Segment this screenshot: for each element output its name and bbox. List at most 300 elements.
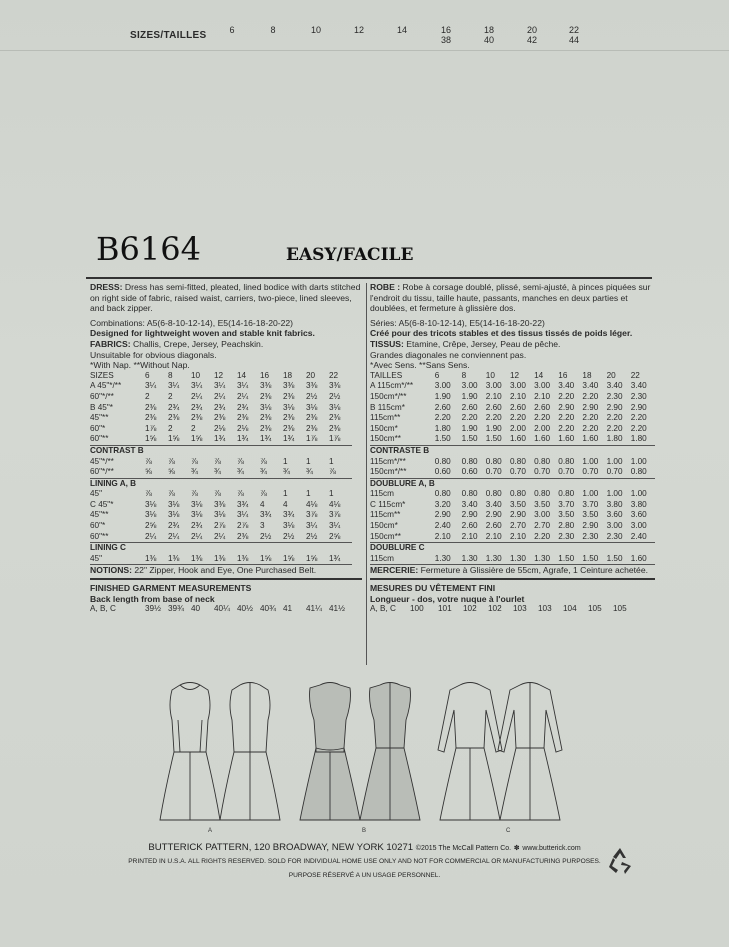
table-cell: ⅞: [237, 456, 244, 466]
table-cell: 3.40: [582, 381, 599, 391]
table-cell: 2⅞: [237, 521, 249, 531]
table-cell: 60"*/**: [90, 467, 114, 477]
table-cell: [582, 445, 606, 456]
table-cell: 2.20: [434, 413, 451, 423]
table-cell: 0.70: [606, 467, 623, 477]
table-cell: 2.90: [606, 402, 623, 412]
table-cell: 0.80: [434, 456, 451, 466]
view-a-back-drawing: [220, 683, 280, 821]
table-row: [90, 424, 352, 435]
table-cell: 2.60: [485, 521, 502, 531]
measurement-cell: 105: [613, 604, 627, 614]
table-cell: 2.30: [582, 531, 599, 541]
table-cell: 1¾: [329, 553, 341, 563]
table-cell: 3.00: [606, 521, 623, 531]
table-cell: 3.50: [534, 499, 551, 509]
view-c-front-drawing: [438, 683, 502, 821]
robe-description: Robe à corsage doublé, plissé, semi-ajusté, à pinces piquées sur l'endroit du tissu, taille haute, passants, manches en deux parties et doublées, et fermeture à glissière dos.: [370, 282, 651, 314]
table-cell: [214, 445, 237, 456]
table-cell: 2.10: [434, 531, 451, 541]
table-cell: 2.20: [630, 423, 647, 433]
measurement-cell: 105: [588, 604, 602, 614]
table-cell: 3.40: [461, 499, 478, 509]
table-cell: 1: [306, 489, 311, 499]
dress-description: Dress has semi-fitted, pleated, lined bodice with darts stitched on right side of fabric, raised waist, carriers, two-piece, lined sleeves, and back zipper.: [90, 282, 361, 314]
table-cell: 4: [260, 499, 265, 509]
notions-label: NOTIONS:: [90, 565, 133, 576]
measurement-cell: 41¼: [306, 604, 322, 614]
table-cell: 2.20: [582, 423, 599, 433]
table-cell: [191, 445, 214, 456]
fabrics-label: FABRICS:: [90, 338, 131, 349]
table-row: [370, 434, 655, 445]
table-cell: ¾: [283, 467, 290, 477]
table-cell: 3.20: [434, 499, 451, 509]
table-cell: 2⅜: [283, 423, 295, 433]
table-cell: ⅞: [214, 489, 221, 499]
table-cell: 2½: [329, 391, 341, 401]
table-cell: ¾: [237, 467, 244, 477]
table-cell: 2.20: [606, 413, 623, 423]
table-row: [90, 434, 352, 445]
size-col-14: 14: [396, 25, 407, 35]
back-length-label: Back length from base of neck: [90, 593, 215, 604]
table-cell: 2.20: [558, 413, 575, 423]
table-cell: 2⅜: [237, 413, 249, 423]
table-cell: 2.90: [434, 510, 451, 520]
table-cell: 1.30: [509, 553, 526, 563]
table-cell: 3.80: [606, 499, 623, 509]
table-cell: 3⅛: [168, 499, 180, 509]
table-cell: TAILLES: [370, 370, 403, 380]
nap-note: *With Nap. **Without Nap.: [90, 360, 190, 371]
table-cell: 150cm*: [370, 521, 398, 531]
table-cell: 3.80: [630, 499, 647, 509]
table-cell: [510, 543, 534, 554]
table-cell: 1: [283, 456, 288, 466]
table-cell: 2.10: [534, 391, 551, 401]
table-cell: 1⅝: [168, 434, 180, 444]
table-row: [370, 381, 655, 392]
unsuitable-note: Unsuitable for obvious diagonals.: [90, 349, 217, 360]
table-cell: B 45"*: [90, 402, 113, 412]
table-cell: 22: [630, 370, 640, 380]
table-cell: 3⅛: [168, 510, 180, 520]
measurement-cell: 39¾: [168, 604, 184, 614]
table-cell: 3: [260, 521, 265, 531]
table-cell: C 45"*: [90, 499, 114, 509]
table-cell: [237, 543, 260, 554]
table-row: [90, 489, 352, 500]
table-row: [90, 478, 352, 489]
table-cell: 3⅛: [283, 521, 295, 531]
table-cell: 3⅜: [260, 381, 272, 391]
table-cell: 3.00: [434, 381, 451, 391]
table-cell: [631, 445, 655, 456]
table-cell: [214, 478, 237, 489]
table-cell: 0.80: [534, 489, 551, 499]
table-cell: [607, 445, 631, 456]
table-cell: 3⅛: [191, 510, 203, 520]
table-cell: 1¾: [283, 434, 295, 444]
table-cell: 0.80: [485, 456, 502, 466]
table-cell: 0.80: [461, 456, 478, 466]
table-cell: [237, 478, 260, 489]
table-cell: 22: [329, 370, 339, 380]
table-cell: 3¼: [168, 381, 180, 391]
table-cell: 2⅜: [237, 531, 249, 541]
table-cell: 150cm*: [370, 423, 398, 433]
table-cell: [435, 478, 462, 489]
table-cell: 2.70: [509, 521, 526, 531]
table-cell: 0.70: [509, 467, 526, 477]
table-cell: [168, 478, 191, 489]
top-divider: [0, 50, 729, 51]
table-cell: 3⅛: [145, 499, 157, 509]
table-cell: 150cm**: [370, 531, 401, 541]
size-col-12: 12: [353, 25, 364, 35]
table-cell: LINING A, B: [90, 478, 137, 488]
table-cell: 2.60: [461, 402, 478, 412]
table-cell: 1⅝: [306, 553, 318, 563]
table-row: [370, 424, 655, 435]
size-col-18: 18 40: [483, 25, 494, 45]
table-cell: ⅝: [168, 467, 175, 477]
table-cell: 20: [306, 370, 316, 380]
table-cell: 45"**: [90, 413, 109, 423]
table-cell: 2.20: [534, 413, 551, 423]
table-row: [370, 500, 655, 511]
table-row: [90, 445, 352, 456]
table-cell: 2½: [306, 531, 318, 541]
table-cell: 2.30: [558, 531, 575, 541]
table-cell: 3⅜: [283, 381, 295, 391]
table-cell: [534, 445, 558, 456]
table-cell: 1⅜: [214, 553, 226, 563]
table-cell: 2.40: [434, 521, 451, 531]
table-cell: 115cm: [370, 553, 394, 563]
table-cell: 0.80: [509, 489, 526, 499]
table-cell: 18: [582, 370, 592, 380]
table-row: [90, 543, 352, 554]
table-cell: 2.20: [509, 413, 526, 423]
table-cell: 16: [558, 370, 568, 380]
table-cell: 2⅜: [283, 391, 295, 401]
table-cell: 2¾: [237, 402, 249, 412]
measurement-cell: 41: [283, 604, 293, 614]
table-cell: 150cm*/**: [370, 467, 407, 477]
table-cell: ⅞: [237, 489, 244, 499]
table-cell: ⅞: [260, 489, 267, 499]
table-cell: 3.00: [630, 521, 647, 531]
pattern-number: B6164: [96, 230, 201, 268]
table-cell: 1: [283, 489, 288, 499]
table-row: [90, 467, 352, 478]
measurement-cell: 103: [538, 604, 552, 614]
measurement-cell: A, B, C: [90, 604, 116, 614]
table-cell: [329, 478, 352, 489]
table-cell: 1.50: [461, 434, 478, 444]
table-cell: 2⅜: [306, 423, 318, 433]
sens-note: *Avec Sens. **Sans Sens.: [370, 360, 470, 371]
table-cell: 1.00: [582, 489, 599, 499]
table-cell: 3¼: [191, 381, 203, 391]
table-cell: 2.10: [461, 531, 478, 541]
table-cell: 60"**: [90, 531, 109, 541]
table-cell: ⅞: [191, 456, 198, 466]
table-cell: 1.00: [606, 456, 623, 466]
table-cell: 60"*: [90, 423, 106, 433]
table-cell: [558, 543, 582, 554]
table-cell: 0.60: [434, 467, 451, 477]
table-cell: [283, 478, 306, 489]
table-cell: 6: [145, 370, 150, 380]
table-cell: 10: [191, 370, 201, 380]
finished-measurements-en: [90, 604, 352, 615]
series-e: E5(14-16-18-20-22): [469, 317, 545, 328]
table-cell: [283, 445, 306, 456]
table-row: [370, 467, 655, 478]
table-cell: [607, 478, 631, 489]
table-cell: ⅞: [145, 489, 152, 499]
table-cell: 0.80: [434, 489, 451, 499]
table-cell: 2½: [306, 391, 318, 401]
table-cell: 2½: [283, 531, 295, 541]
table-cell: 2¼: [191, 391, 203, 401]
table-cell: 2.60: [534, 402, 551, 412]
table-cell: 2.30: [630, 391, 647, 401]
table-cell: ⅞: [168, 456, 175, 466]
table-cell: [260, 478, 283, 489]
table-cell: 0.80: [558, 456, 575, 466]
table-cell: 2.00: [534, 423, 551, 433]
table-cell: ¾: [191, 467, 198, 477]
table-cell: 1⅝: [260, 553, 272, 563]
table-cell: 2⅛: [214, 423, 226, 433]
concu-pour: Créé pour des tricots stables et des tissus tissés de poids léger.: [370, 328, 633, 339]
table-cell: 3.70: [582, 499, 599, 509]
yardage-table-en: [90, 371, 352, 566]
table-cell: ¾: [306, 467, 313, 477]
table-cell: [607, 543, 631, 554]
table-cell: [283, 543, 306, 554]
table-cell: ¾: [214, 467, 221, 477]
table-cell: 115cm**: [370, 413, 401, 423]
size-col-10: 10: [310, 25, 321, 35]
table-cell: 12: [214, 370, 224, 380]
table-cell: [534, 478, 558, 489]
table-cell: 2.90: [509, 510, 526, 520]
table-cell: 1.80: [434, 423, 451, 433]
table-cell: [168, 445, 191, 456]
table-row: [90, 403, 352, 414]
table-cell: 2⅜: [145, 402, 157, 412]
table-cell: 2½: [260, 531, 272, 541]
table-cell: [510, 445, 534, 456]
table-cell: 2⅞: [214, 521, 226, 531]
table-cell: 2¾: [191, 402, 203, 412]
table-cell: 2.60: [434, 402, 451, 412]
table-cell: 12: [509, 370, 520, 380]
measurement-cell: 40½: [237, 604, 253, 614]
sizes-label: SIZES/TAILLES: [130, 30, 207, 41]
table-cell: 18: [283, 370, 293, 380]
table-cell: 2⅝: [145, 521, 157, 531]
table-cell: 3¼: [214, 381, 226, 391]
table-cell: 3⅛: [260, 402, 272, 412]
table-cell: ⅞: [191, 489, 198, 499]
table-cell: 1.60: [534, 434, 551, 444]
table-row: [370, 510, 655, 521]
table-cell: 3⅛: [306, 402, 318, 412]
table-cell: 1.50: [582, 553, 599, 563]
table-cell: 2.20: [485, 413, 502, 423]
table-cell: 0.80: [485, 489, 502, 499]
table-cell: 1¾: [237, 434, 249, 444]
table-cell: 3¾: [260, 510, 272, 520]
table-cell: 1: [329, 489, 334, 499]
finished-measurements-title: FINISHED GARMENT MEASUREMENTS: [90, 583, 252, 594]
table-cell: 2¾: [168, 521, 180, 531]
table-cell: 2.40: [630, 531, 647, 541]
combo-a: A5(6-8-10-12-14),: [146, 317, 216, 328]
table-cell: [145, 445, 168, 456]
table-cell: [329, 445, 352, 456]
table-cell: 1.00: [582, 456, 599, 466]
table-cell: [435, 445, 462, 456]
table-cell: 8: [461, 370, 467, 380]
table-cell: 1⅞: [306, 434, 318, 444]
table-row: [370, 413, 655, 424]
table-cell: 1⅝: [283, 553, 295, 563]
table-cell: [582, 478, 606, 489]
diagonales-note: Grandes diagonales ne conviennent pas.: [370, 349, 527, 360]
robe-label: ROBE :: [370, 282, 401, 292]
table-cell: [435, 543, 462, 554]
size-col-16: 16 38: [440, 25, 451, 45]
table-cell: [260, 543, 283, 554]
table-cell: 2¼: [214, 531, 226, 541]
table-row: [90, 500, 352, 511]
table-cell: 2.20: [582, 391, 599, 401]
table-cell: 1.30: [534, 553, 551, 563]
measurement-cell: 101: [438, 604, 452, 614]
footer-line-2: PRINTED IN U.S.A. ALL RIGHTS RESERVED. SOLD FOR INDIVIDUAL HOME USE ONLY AND NOT FOR COMMERCIAL OR MANUFACTURING PURPOSES.: [128, 858, 601, 865]
table-row: [370, 403, 655, 414]
measurement-cell: 100: [410, 604, 424, 614]
fabrics-list: Challis, Crepe, Jersey, Peachskin.: [132, 338, 264, 349]
longueur-label: Longueur - dos, votre nuque à l'ourlet: [370, 593, 525, 604]
table-cell: 2.20: [606, 423, 623, 433]
table-cell: [462, 543, 486, 554]
table-cell: 45": [90, 489, 103, 499]
measurement-cell: 41½: [329, 604, 345, 614]
measurement-cell: 40: [191, 604, 201, 614]
table-row: [370, 489, 655, 500]
table-cell: 2.10: [509, 391, 526, 401]
copyright: ©2015 The McCall Pattern Co.: [415, 845, 512, 852]
column-divider: [366, 283, 367, 665]
french-column: [370, 282, 655, 615]
table-cell: 1.80: [606, 434, 623, 444]
table-cell: CONTRASTE B: [370, 445, 430, 455]
combo-e: E5(14-16-18-20-22): [217, 317, 294, 328]
table-row: [90, 381, 352, 392]
table-cell: 1⅜: [237, 553, 249, 563]
mercerie-label: MERCERIE:: [370, 565, 419, 576]
table-cell: 1.90: [461, 423, 478, 433]
table-cell: 3.00: [534, 510, 551, 520]
table-cell: 3.50: [509, 499, 526, 509]
table-cell: 2⅜: [214, 413, 226, 423]
footer-line-1: BUTTERICK PATTERN, 120 BROADWAY, NEW YORK 10271 ©2015 The McCall Pattern Co. ✽ www.butterick.com: [148, 842, 581, 853]
table-cell: 2.60: [509, 402, 526, 412]
table-cell: 2.20: [582, 413, 599, 423]
table-cell: 0.80: [534, 456, 551, 466]
table-cell: 3¼: [329, 521, 341, 531]
table-cell: 45"**: [90, 510, 109, 520]
notions-list: 22" Zipper, Hook and Eye, One Purchased Belt.: [134, 565, 317, 576]
table-cell: 14: [534, 370, 544, 380]
table-cell: 3⅞: [306, 510, 318, 520]
table-cell: 0.80: [509, 456, 526, 466]
table-cell: 2.30: [606, 531, 623, 541]
table-cell: 2.90: [558, 402, 575, 412]
table-cell: 1.80: [630, 434, 647, 444]
table-cell: 1.60: [558, 434, 575, 444]
table-cell: 1⅝: [191, 434, 203, 444]
table-cell: 2: [191, 423, 196, 433]
table-cell: 2⅜: [329, 413, 341, 423]
table-cell: A 115cm*/**: [370, 381, 414, 391]
table-cell: 3⅜: [329, 381, 341, 391]
table-cell: 3⅛: [283, 402, 295, 412]
table-cell: 1: [329, 456, 334, 466]
table-cell: 3⅛: [191, 499, 203, 509]
table-row: [90, 413, 352, 424]
measurement-cell: 104: [563, 604, 577, 614]
table-cell: [260, 445, 283, 456]
table-cell: 3¾: [237, 499, 249, 509]
table-cell: 3.40: [558, 381, 575, 391]
footer-line-3: PURPOSE RÉSERVÉ A UN USAGE PERSONNEL.: [288, 872, 441, 879]
table-cell: 14: [237, 370, 247, 380]
table-cell: SIZES: [90, 370, 114, 380]
yardage-table-fr: [370, 371, 655, 566]
combinations-label: Combinations:: [90, 317, 145, 328]
website: www.butterick.com: [522, 845, 581, 852]
designed-for: Designed for lightweight woven and stable knit fabrics.: [90, 328, 315, 339]
table-cell: 3¼: [145, 381, 157, 391]
table-cell: 1.90: [461, 391, 478, 401]
table-row: [90, 554, 352, 565]
table-cell: 1.50: [434, 434, 451, 444]
table-cell: 2⅝: [329, 531, 341, 541]
table-cell: 1⅞: [329, 434, 341, 444]
measurement-cell: 103: [513, 604, 527, 614]
table-cell: 1⅞: [145, 423, 157, 433]
table-cell: 3¼: [237, 510, 249, 520]
table-cell: [510, 478, 534, 489]
table-cell: DOUBLURE C: [370, 543, 425, 553]
mercerie-list: Fermeture à Glissière de 55cm, Agrafe, 1 Ceinture achetée.: [420, 565, 648, 576]
table-cell: 2.20: [461, 413, 478, 423]
table-cell: 1.60: [509, 434, 526, 444]
table-cell: 1.30: [434, 553, 451, 563]
table-row: [370, 532, 655, 543]
table-cell: 2.90: [485, 510, 502, 520]
table-row: [90, 371, 352, 382]
